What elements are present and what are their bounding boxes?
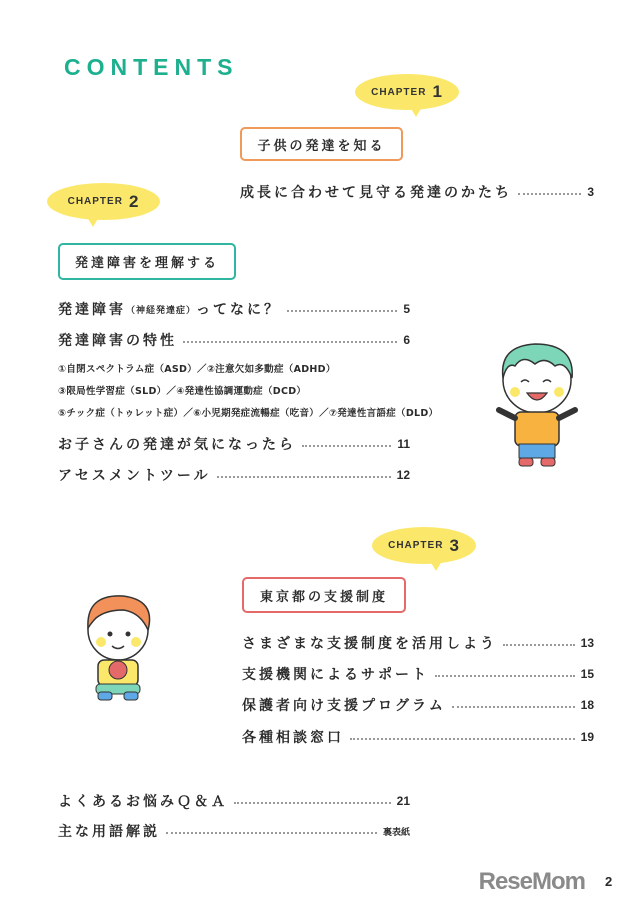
sub-item: ③限局性学習症（SLD）／④発達性協調運動症（DCD） xyxy=(58,386,307,397)
entry-page: 5 xyxy=(403,302,410,316)
toc-entry[interactable] xyxy=(58,299,410,319)
entry-title: 発達障害 xyxy=(58,302,126,318)
leader-dots xyxy=(518,193,581,195)
leader-dots xyxy=(287,310,397,312)
child-illustration xyxy=(68,588,168,703)
entry-page: 13 xyxy=(580,636,594,650)
entry-page: 12 xyxy=(396,468,410,482)
toc-entry[interactable] xyxy=(240,182,594,202)
resemom-watermark: ReseMom xyxy=(478,868,585,895)
toc-entry[interactable] xyxy=(242,727,594,747)
chapter-number: 1 xyxy=(432,82,443,101)
entry-page: 21 xyxy=(396,794,410,808)
leader-dots xyxy=(350,738,575,740)
page-number: 2 xyxy=(605,874,613,889)
leader-dots xyxy=(503,644,575,646)
leader-dots xyxy=(302,445,391,447)
leader-dots xyxy=(183,341,397,343)
chapter-3-heading: 東京都の支援制度 xyxy=(242,577,406,613)
entry-page: 裏表紙 xyxy=(382,826,410,837)
entry-title: よくあるお悩みＱ＆Ａ xyxy=(58,794,228,810)
entry-title: 発達障害の特性 xyxy=(58,333,177,349)
leader-dots xyxy=(234,802,391,804)
chapter-1-heading: 子供の発達を知る xyxy=(240,127,403,161)
sub-item: ①自閉スペクトラム症（ASD）／②注意欠如多動症（ADHD） xyxy=(58,364,336,375)
entry-title: 支援機関によるサポート xyxy=(242,667,429,683)
chapter-number: 2 xyxy=(128,191,140,211)
toc-entry[interactable] xyxy=(242,633,594,653)
entry-title-cont: ってなに？ xyxy=(196,302,282,318)
entry-title: 主な用語解説 xyxy=(58,824,160,840)
entry-page: 18 xyxy=(580,698,594,712)
chapter-label: CHAPTER xyxy=(371,86,427,98)
entry-title: 各種相談窓口 xyxy=(242,730,344,746)
chapter-number: 3 xyxy=(449,535,460,555)
chapter-2-bubble xyxy=(47,183,160,220)
chapter-label: CHAPTER xyxy=(67,196,123,207)
entry-page: 15 xyxy=(580,667,594,681)
toc-entry[interactable] xyxy=(58,465,410,485)
entry-title: アセスメントツール xyxy=(58,468,211,484)
toc-entry[interactable] xyxy=(58,791,410,811)
entry-title: さまざまな支援制度を活用しよう xyxy=(242,636,497,652)
toc-entry[interactable] xyxy=(58,821,410,841)
chapter-label: CHAPTER xyxy=(388,540,444,551)
toc-entry[interactable] xyxy=(242,695,594,715)
contents-title: CONTENTS xyxy=(64,54,239,80)
entry-title: 保護者向け支援プログラム xyxy=(242,698,446,714)
toc-entry[interactable] xyxy=(58,434,410,454)
leader-dots xyxy=(435,675,575,677)
chapter-3-bubble xyxy=(372,527,476,564)
sub-item: ⑤チック症（トゥレット症）／⑥小児期発症流暢症（吃音）／⑦発達性言語症（DLD） xyxy=(58,408,439,419)
leader-dots xyxy=(217,476,391,478)
toc-entry[interactable] xyxy=(242,664,594,684)
boy-illustration xyxy=(485,338,590,473)
entry-page: 3 xyxy=(587,185,594,199)
entry-page: 19 xyxy=(580,730,594,744)
chapter-1-bubble xyxy=(355,74,459,110)
leader-dots xyxy=(166,832,377,834)
leader-dots xyxy=(452,706,575,708)
entry-title: お子さんの発達が気になったら xyxy=(58,437,296,453)
entry-note: （神経発達症） xyxy=(126,305,197,316)
chapter-2-heading: 発達障害を理解する xyxy=(58,243,236,280)
entry-page: 6 xyxy=(403,333,410,347)
toc-entry[interactable] xyxy=(58,330,410,350)
entry-title: 成長に合わせて見守る発達のかたち xyxy=(240,185,512,201)
entry-page: 11 xyxy=(397,437,410,451)
